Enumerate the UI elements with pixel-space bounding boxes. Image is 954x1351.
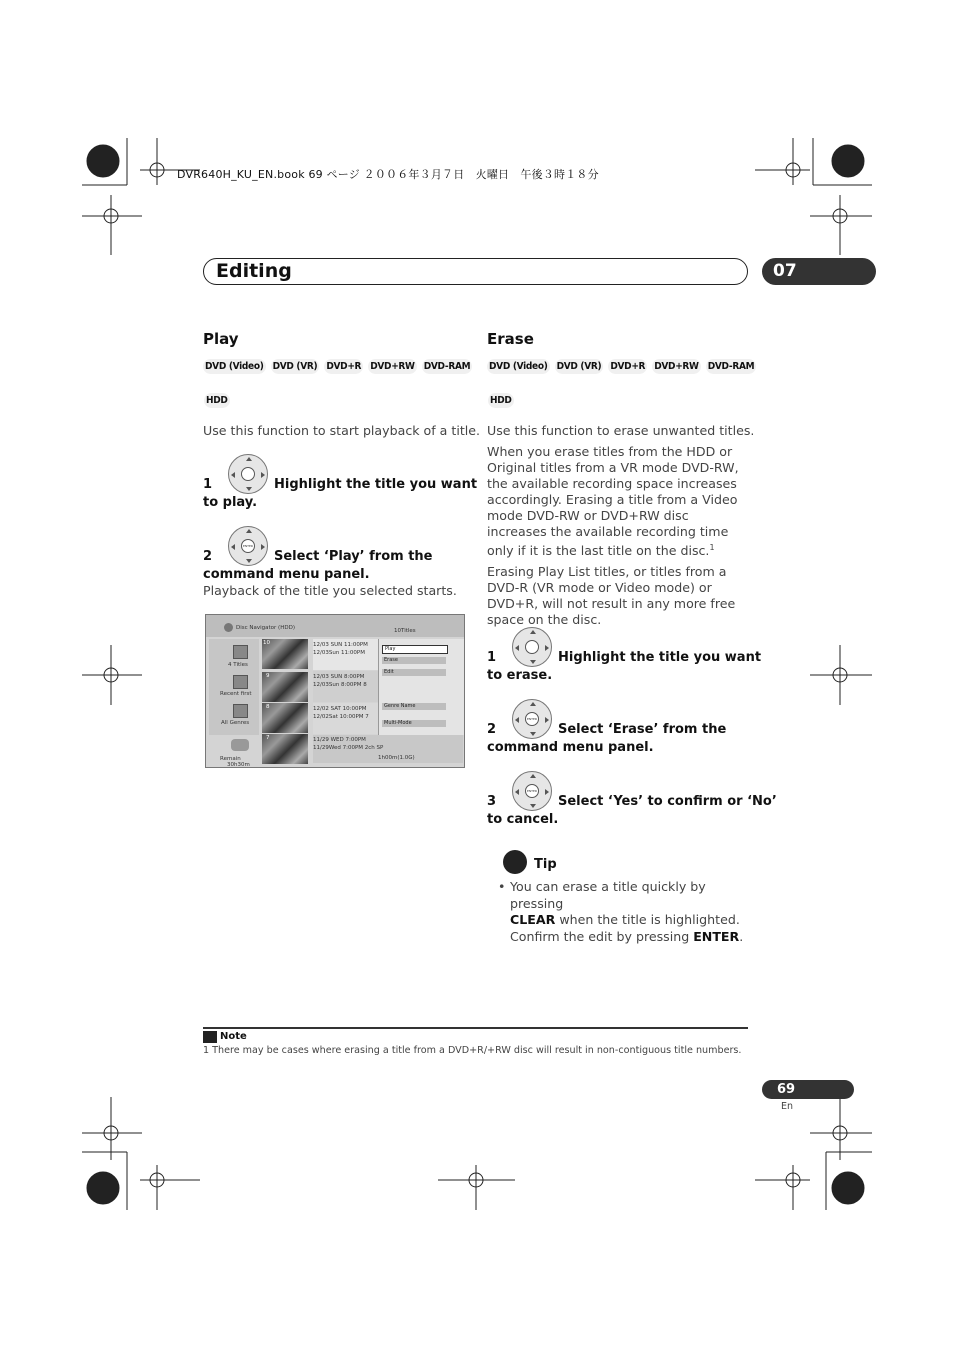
remain-label: Remain: [220, 756, 241, 762]
row-number: 8: [266, 704, 270, 710]
disc-tag: DVD-RAM: [423, 361, 471, 372]
step-result: Playback of the title you selected starts.: [203, 583, 457, 598]
row-detail: 12/02Sat 10:00PM 7: [313, 714, 369, 720]
menu-item-multimode: Multi-Mode: [382, 720, 446, 727]
row-date: 11/29 WED 7:00PM: [313, 737, 366, 743]
play-disc-tags: [203, 359, 472, 374]
step-number: 2: [487, 722, 497, 737]
play-intro: Use this function to start playback of a title.: [203, 423, 481, 438]
row-detail: 12/03Sun 8:00PM 8: [313, 682, 367, 688]
erase-disc-tags: [487, 359, 756, 374]
play-heading: Play: [203, 330, 239, 348]
note-text: 1 There may be cases where erasing a title from a DVD+R/+RW disc will result in non-contiguous title numbers.: [203, 1045, 742, 1056]
step-text: command menu panel.: [487, 740, 654, 755]
step-text: to erase.: [487, 668, 553, 683]
side-sort: Recent first: [220, 691, 252, 697]
row-number: 7: [266, 735, 270, 741]
row-date: 12/03 SUN 11:00PM: [313, 642, 368, 648]
tip-label: Tip: [534, 857, 557, 872]
step-number: 3: [487, 794, 497, 809]
chapter-title: Editing: [216, 260, 292, 282]
note-divider: [203, 1027, 748, 1029]
row-number: 9: [266, 673, 270, 679]
step-text: command menu panel.: [203, 567, 370, 582]
menu-item-erase: Erase: [382, 657, 446, 664]
row-detail: 12/03Sun 11:00PM: [313, 650, 365, 656]
disc-navigator-screenshot: [205, 614, 465, 768]
disc-tag: DVD+R: [610, 361, 646, 372]
remain-value: 30h30m: [227, 762, 250, 768]
step-text: to play.: [203, 495, 258, 510]
menu-item-edit: Edit: [382, 669, 446, 676]
hdd-tag: HDD: [206, 395, 228, 406]
chapter-number: 07: [773, 261, 797, 281]
enter-button-icon: ENTER: [512, 699, 552, 739]
side-genres: All Genres: [221, 720, 250, 726]
step-number: 1: [203, 477, 213, 492]
title-count: 10Titles: [394, 628, 416, 634]
page-language: En: [781, 1101, 794, 1112]
row-date: 12/03 SUN 8:00PM: [313, 674, 365, 680]
side-titles: 4 Titles: [228, 662, 248, 668]
disc-tag: DVD (Video): [205, 361, 264, 372]
disc-tag: DVD (Video): [489, 361, 548, 372]
step-text: Highlight the title you want: [274, 477, 478, 492]
step-text: Highlight the title you want: [558, 650, 762, 665]
row-detail: 11/29Wed 7:00PM 2ch SP: [313, 745, 384, 751]
menu-item-play: Play: [382, 645, 448, 654]
page-number-badge: [762, 1080, 854, 1099]
enter-button-icon: ENTER: [512, 771, 552, 811]
disc-tag: DVD (VR): [272, 361, 318, 372]
row-date: 12/02 SAT 10:00PM: [313, 706, 367, 712]
command-menu-panel: [378, 639, 465, 735]
step-text: Select ‘Erase’ from the: [558, 722, 727, 737]
erase-paragraph-1: When you erase titles from the HDD or Original titles from a VR mode DVD-RW, the available recording space increases accordingly. Erasing a title from a Video mode DVD-RW or DVD+RW disc increases the available recording time only if it is the last title on the disc.$^1$: [487, 444, 739, 559]
disc-tag: DVD+R: [326, 361, 362, 372]
erase-intro: Use this function to erase unwanted titles.: [487, 423, 755, 438]
row-duration: 1h00m(1.0G): [378, 755, 415, 761]
hdd-tag: HDD: [490, 395, 512, 406]
arrow-pad-icon: [512, 627, 552, 667]
navigator-title: Disc Navigator (HDD): [236, 625, 295, 631]
row-number: 10: [263, 640, 270, 646]
disc-tag: DVD-RAM: [707, 361, 755, 372]
enter-button-icon: ENTER: [228, 526, 268, 566]
step-text: Select ‘Play’ from the: [274, 549, 433, 564]
step-text: Select ‘Yes’ to confirm or ‘No’: [558, 794, 777, 809]
book-filename-line: DVR640H_KU_EN.book 69 ページ ２００６年３月７日 火曜日 午後３時１８分: [177, 168, 599, 181]
erase-heading: Erase: [487, 330, 534, 348]
disc-tag: DVD+RW: [654, 361, 699, 372]
page-number: 69: [777, 1082, 796, 1097]
step-number: 2: [203, 549, 213, 564]
disc-tag: DVD+RW: [370, 361, 415, 372]
note-icon: [203, 1031, 217, 1043]
arrow-pad-icon: [228, 454, 268, 494]
disc-tag: DVD (VR): [556, 361, 602, 372]
lightbulb-icon: [503, 850, 527, 874]
step-number: 1: [487, 650, 497, 665]
tip-text: • You can erase a title quickly by pressing CLEAR when the title is highlighted. Confirm the edit by pressing ENTER.: [498, 879, 744, 944]
note-label: Note: [220, 1031, 247, 1042]
erase-paragraph-2: Erasing Play List titles, or titles from a DVD-R (VR mode or Video mode) or DVD+R, will not result in any more free space on the disc.: [487, 564, 736, 627]
step-text: to cancel.: [487, 812, 559, 827]
menu-item-genre: Genre Name: [382, 703, 446, 710]
